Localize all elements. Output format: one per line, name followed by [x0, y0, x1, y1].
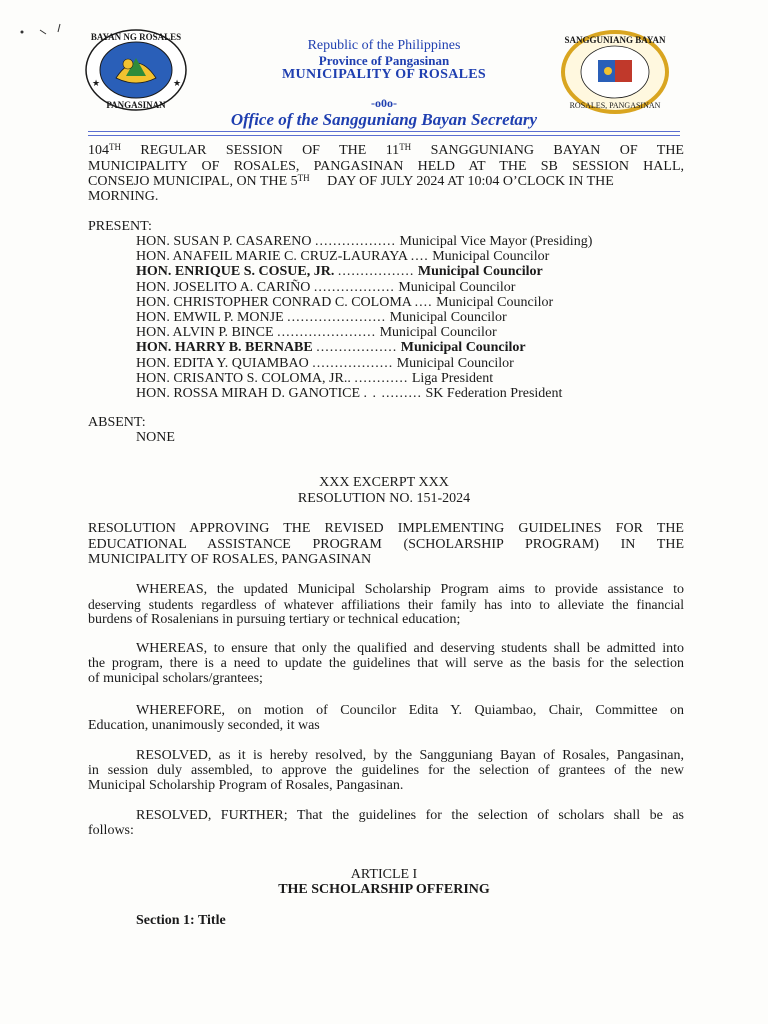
session-line-2: MUNICIPALITY OF ROSALES, PANGASINAN HELD AT THE SB SESSION HALL,: [88, 159, 684, 174]
leader-dots: ..................: [316, 340, 398, 356]
member-name: HON. JOSELITO A. CARIÑO: [136, 279, 311, 295]
member-name: HON. HARRY B. BERNABE: [136, 340, 313, 356]
wherefore-line-2: Education, unanimously seconded, it was: [88, 718, 320, 733]
svg-text:★: ★: [173, 78, 182, 88]
present-member-row: [136, 310, 696, 325]
member-name: HON. ANAFEIL MARIE C. CRUZ-LAURAYA: [136, 249, 408, 265]
leader-dots: ..................: [312, 355, 394, 371]
resolved-line-2: in session duly assembled, to approve the guidelines for the selection of grantees of the new: [88, 763, 684, 778]
member-role: Liga President: [411, 370, 494, 386]
excerpt-label: XXX EXCERPT XXX: [319, 475, 449, 490]
resolved-further-line-1: RESOLVED, FURTHER; That the guidelines for the selection of scholars shall be as: [136, 808, 684, 823]
present-heading: PRESENT:: [88, 219, 152, 234]
member-name: HON. ENRIQUE S. COSUE, JR.: [136, 264, 335, 280]
municipality-line: MUNICIPALITY OF ROSALES: [282, 67, 486, 82]
svg-text:★: ★: [92, 78, 101, 88]
resolution-title-line-2: EDUCATIONAL ASSISTANCE PROGRAM (SCHOLARSHIP PROGRAM) IN THE: [88, 537, 684, 552]
svg-text:ROSALES, PANGASINAN: ROSALES, PANGASINAN: [569, 101, 661, 110]
present-member-row: [136, 249, 696, 264]
member-name: HON. SUSAN P. CASARENO: [136, 234, 312, 249]
member-role: Municipal Councilor: [436, 294, 554, 310]
member-role: Municipal Councilor: [432, 249, 550, 265]
whereas-1-line-2: deserving students regardless of whatever affiliations their family has into to alleviate the financial: [88, 597, 684, 612]
wherefore-line-1: WHEREFORE, on motion of Councilor Edita Y. Quiambao, Chair, Committee on: [136, 703, 684, 718]
member-role: Municipal Councilor: [379, 325, 497, 341]
member-name: HON. EMWIL P. MONJE: [136, 310, 284, 325]
present-member-row: [136, 325, 696, 340]
whereas-1-line-3: burdens of Rosalenians in pursuing tertiary or technical education;: [88, 612, 461, 627]
whereas-2-line-1: WHEREAS, to ensure that only the qualified and deserving students shall be admitted into: [136, 641, 684, 656]
svg-text:PANGASINAN: PANGASINAN: [106, 100, 166, 110]
svg-text:SANGGUNIANG BAYAN: SANGGUNIANG BAYAN: [564, 35, 666, 45]
section-1-heading: Section 1: Title: [136, 913, 226, 928]
present-member-row: [136, 356, 696, 371]
resolved-line-1: RESOLVED, as it is hereby resolved, by the Sangguniang Bayan of Rosales, Pangasinan,: [136, 748, 684, 763]
present-member-row: [136, 234, 696, 249]
resolution-title-line-1: RESOLUTION APPROVING THE REVISED IMPLEMENTING GUIDELINES FOR THE: [88, 521, 684, 536]
absent-heading: ABSENT:: [88, 415, 146, 430]
present-member-row: [136, 295, 696, 310]
member-role: Municipal Councilor: [396, 355, 514, 371]
member-name: HON. CRISANTO S. COLOMA, JR..: [136, 370, 351, 386]
absent-value: NONE: [136, 430, 175, 445]
leader-dots: ....: [414, 294, 433, 310]
present-member-row: [136, 264, 696, 279]
member-name: HON. ROSSA MIRAH D. GANOTICE: [136, 386, 361, 401]
session-line-1: 104TH REGULAR SESSION OF THE 11TH SANGGUNIANG BAYAN OF THE: [88, 142, 684, 158]
leader-dots: ......................: [287, 310, 387, 325]
whereas-1-line-1: WHEREAS, the updated Municipal Scholarship Program aims to provide assistance to: [136, 582, 684, 597]
article-title: THE SCHOLARSHIP OFFERING: [278, 882, 490, 897]
republic-line: Republic of the Philippines: [307, 38, 461, 53]
member-name: HON. EDITA Y. QUIAMBAO: [136, 355, 309, 371]
province-line: Province of Pangasinan: [318, 53, 450, 68]
member-name: HON. ALVIN P. BINCE: [136, 325, 274, 341]
whereas-2-line-3: of municipal scholars/grantees;: [88, 671, 263, 686]
office-title: Office of the Sangguniang Bayan Secretary: [230, 110, 538, 129]
present-member-row: [136, 386, 696, 401]
leader-dots: ....: [410, 249, 429, 265]
session-line-3: CONSEJO MUNICIPAL, ON THE 5TH DAY OF JULY 2024 AT 10:04 O’CLOCK IN THE: [88, 173, 614, 189]
leader-dots: ..................: [314, 234, 396, 249]
separator-ooo: -o0o-: [371, 96, 397, 110]
member-name: HON. CHRISTOPHER CONRAD C. COLOMA: [136, 294, 412, 310]
member-role: Municipal Councilor: [389, 310, 507, 325]
member-role: Municipal Councilor: [400, 340, 526, 356]
present-member-row: [136, 280, 696, 295]
leader-dots: ............: [354, 370, 409, 386]
leader-dots: ..................: [313, 279, 395, 295]
member-role: Municipal Councilor: [417, 264, 543, 280]
member-role: Municipal Councilor: [398, 279, 516, 295]
resolved-line-3: Municipal Scholarship Program of Rosales, Pangasinan.: [88, 778, 404, 793]
svg-text:BAYAN NG ROSALES: BAYAN NG ROSALES: [90, 32, 182, 42]
present-member-row: [136, 371, 696, 386]
header-rule-bottom: [88, 135, 680, 136]
session-line-4: MORNING.: [88, 189, 159, 204]
leader-dots: .................: [337, 264, 415, 280]
header-rule-top: [88, 131, 680, 132]
leader-dots: ......................: [277, 325, 377, 341]
resolution-title-line-3: MUNICIPALITY OF ROSALES, PANGASINAN: [88, 552, 372, 567]
article-label: ARTICLE I: [350, 867, 418, 882]
resolution-number: RESOLUTION NO. 151-2024: [297, 491, 471, 506]
leader-dots: . . .........: [363, 386, 423, 401]
member-role: Municipal Vice Mayor (Presiding): [399, 234, 593, 249]
member-role: SK Federation President: [425, 386, 563, 401]
whereas-2-line-2: the program, there is a need to update the guidelines that will serve as the basis for the selection: [88, 656, 684, 671]
present-member-row: [136, 340, 696, 355]
resolved-further-line-2: follows:: [88, 823, 134, 838]
